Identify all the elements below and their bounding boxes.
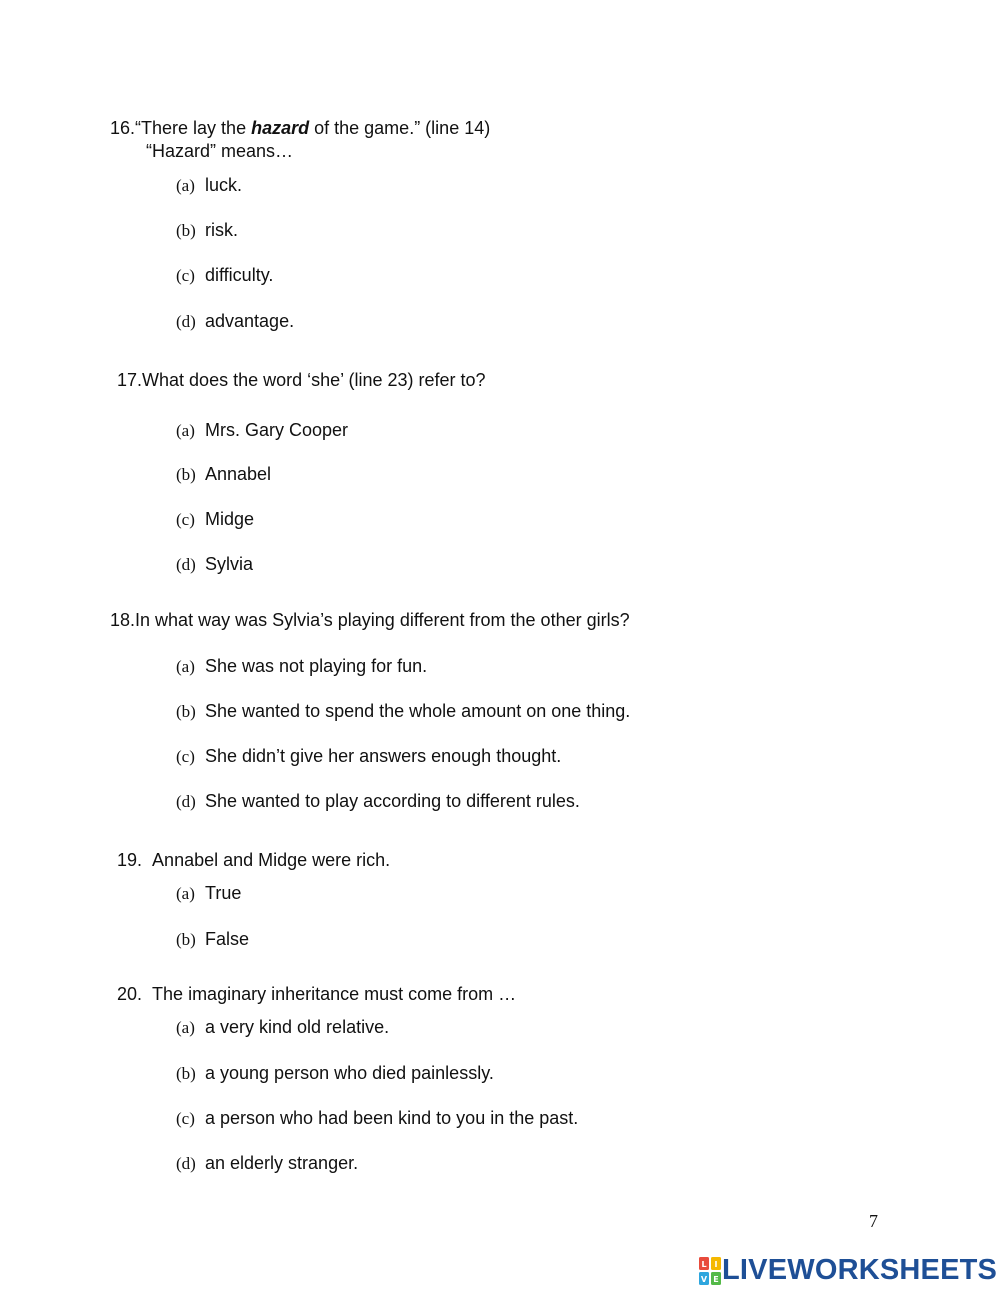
option-17b[interactable] xyxy=(176,464,271,485)
option-label: (c) xyxy=(176,266,195,285)
tile-letter: L xyxy=(701,1259,707,1269)
option-label: (d) xyxy=(176,312,196,331)
option-text: Midge xyxy=(205,509,255,529)
liveworksheets-logo[interactable] xyxy=(698,1254,997,1287)
question-number: 20. xyxy=(117,984,143,1004)
option-label: (c) xyxy=(176,747,195,766)
option-20c[interactable] xyxy=(176,1108,578,1129)
option-text: Mrs. Gary Cooper xyxy=(205,420,349,440)
question-number: 18. xyxy=(110,610,136,630)
option-label: (c) xyxy=(176,1109,195,1128)
option-label: (a) xyxy=(176,1018,195,1037)
option-text: False xyxy=(205,929,250,949)
option-text: Annabel xyxy=(205,464,272,484)
option-20d[interactable] xyxy=(176,1153,358,1174)
option-16c[interactable] xyxy=(176,265,273,286)
question-number: 17. xyxy=(117,370,143,390)
question-suffix: of the game.” (line 14) xyxy=(309,118,491,138)
tile-letter: I xyxy=(714,1259,718,1269)
option-16b[interactable] xyxy=(176,220,238,241)
question-number: 19. xyxy=(117,850,143,870)
option-18b[interactable] xyxy=(176,701,630,722)
option-20a[interactable] xyxy=(176,1017,389,1038)
option-17d[interactable] xyxy=(176,554,253,575)
option-label: (b) xyxy=(176,465,196,484)
option-text: a very kind old relative. xyxy=(205,1017,390,1037)
option-text: an elderly stranger. xyxy=(205,1153,359,1173)
option-text: She was not playing for fun. xyxy=(205,656,428,676)
option-text: luck. xyxy=(205,175,243,195)
option-text: She wanted to play according to different rules. xyxy=(205,791,580,811)
option-text: advantage. xyxy=(205,311,295,331)
option-16a[interactable] xyxy=(176,175,242,196)
option-text: She didn’t give her answers enough thought. xyxy=(205,746,562,766)
option-label: (d) xyxy=(176,555,196,574)
option-label: (b) xyxy=(176,1064,196,1083)
option-label: (a) xyxy=(176,421,195,440)
option-label: (d) xyxy=(176,792,196,811)
question-text: The imaginary inheritance must come from … xyxy=(152,984,517,1004)
option-text: difficulty. xyxy=(205,265,274,285)
question-number: 16. xyxy=(110,118,136,138)
question-20 xyxy=(117,984,516,1005)
option-text: She wanted to spend the whole amount on one thing. xyxy=(205,701,631,721)
option-label: (c) xyxy=(176,510,195,529)
option-19b[interactable] xyxy=(176,929,249,950)
question-18 xyxy=(110,610,630,631)
question-text: Annabel and Midge were rich. xyxy=(152,850,391,870)
option-18a[interactable] xyxy=(176,656,427,677)
option-17c[interactable] xyxy=(176,509,254,530)
question-text: In what way was Sylvia’s playing different from the other girls? xyxy=(135,610,630,630)
page-number: 7 xyxy=(869,1211,878,1231)
option-text: a young person who died painlessly. xyxy=(205,1063,494,1083)
liveworksheets-wordmark: LIVEWORKSHEETS xyxy=(722,1254,998,1286)
question-19 xyxy=(117,850,390,871)
option-18d[interactable] xyxy=(176,791,580,812)
option-17a[interactable] xyxy=(176,420,348,441)
option-label: (b) xyxy=(176,221,196,240)
question-16 xyxy=(110,118,490,139)
liveworksheets-tiles-icon xyxy=(698,1256,722,1286)
option-label: (d) xyxy=(176,1154,196,1173)
option-text: a person who had been kind to you in the past. xyxy=(205,1108,579,1128)
emphasized-word: hazard xyxy=(251,118,310,138)
option-18c[interactable] xyxy=(176,746,561,767)
option-16d[interactable] xyxy=(176,311,294,332)
option-19a[interactable] xyxy=(176,883,241,904)
option-20b[interactable] xyxy=(176,1063,494,1084)
option-label: (a) xyxy=(176,176,195,195)
option-label: (a) xyxy=(176,884,195,903)
option-text: True xyxy=(205,883,242,903)
question-17 xyxy=(117,370,486,391)
question-16-subline: “Hazard” means… xyxy=(146,141,294,161)
option-label: (b) xyxy=(176,702,196,721)
option-label: (a) xyxy=(176,657,195,676)
question-text: What does the word ‘she’ (line 23) refer to? xyxy=(142,370,486,390)
question-prefix: “There lay the xyxy=(135,118,252,138)
option-label: (b) xyxy=(176,930,196,949)
option-text: risk. xyxy=(205,220,238,240)
tile-letter: E xyxy=(713,1274,719,1284)
tile-letter: V xyxy=(700,1274,708,1284)
option-text: Sylvia xyxy=(205,554,254,574)
